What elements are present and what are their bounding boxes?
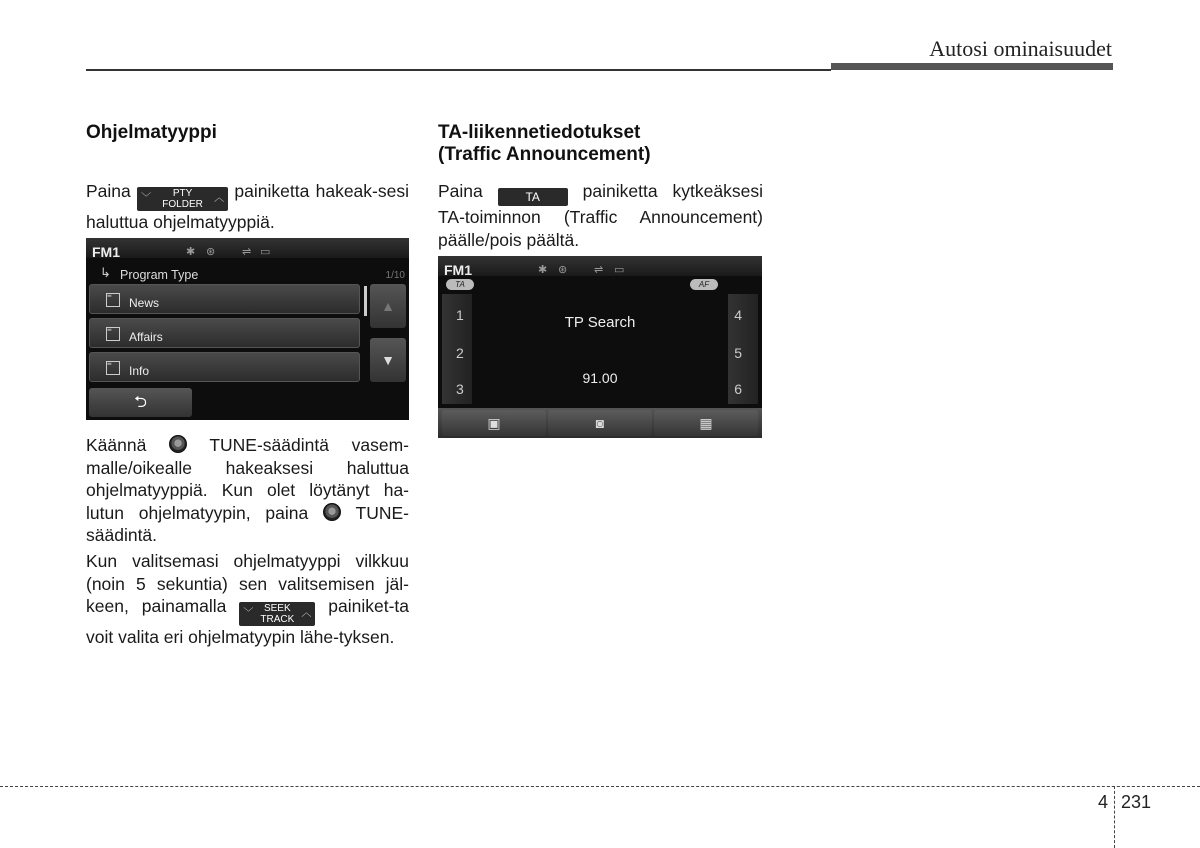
- radio-list-button[interactable]: [442, 410, 546, 436]
- preset-2[interactable]: 2: [456, 345, 464, 361]
- list-item-affairs[interactable]: [89, 318, 360, 348]
- preset-6[interactable]: 6: [734, 381, 742, 397]
- bluetooth-icon: ✱: [186, 246, 196, 258]
- list-item-label: Info: [129, 364, 150, 378]
- track-label: TRACK: [260, 614, 295, 625]
- paragraph-seek: [86, 550, 409, 649]
- heading-line-1: TA-liikennetiedotukset: [438, 122, 641, 143]
- back-button[interactable]: [89, 388, 192, 417]
- paragraph-ta: [438, 180, 763, 251]
- footer-divider: [1114, 786, 1115, 848]
- scroll-up-button[interactable]: ▲: [370, 284, 406, 328]
- paragraph-pty: [86, 180, 409, 234]
- settings-icon: ⊛: [558, 264, 568, 276]
- band-label: FM1: [444, 262, 472, 278]
- text-tune-end: TUNE-säädintä.: [86, 502, 409, 545]
- text-paina: Paina: [438, 181, 483, 201]
- radio-search-button[interactable]: [548, 410, 652, 436]
- chevron-up-icon: ︿: [214, 193, 225, 204]
- settings-icon: ⊛: [206, 246, 216, 258]
- status-bar: [438, 256, 762, 276]
- aux-icon: ▭: [614, 264, 625, 276]
- radio-list-icon: ▣: [487, 415, 501, 431]
- seek-track-button-icon: [239, 602, 315, 626]
- text-seek-end: painiket-ta voit valita eri ohjelmatyypin lähe-tyksen.: [86, 596, 409, 647]
- preset-3[interactable]: 3: [456, 381, 464, 397]
- pty-label: PTY: [172, 188, 193, 199]
- return-arrow-icon: ⮌: [134, 394, 147, 411]
- tune-knob-icon: [169, 435, 187, 453]
- text-ta-instruction: painiketta kytkeäksesi TA-toiminnon (Traffic Announcement) päälle/pois päältä.: [438, 181, 763, 250]
- text-kaanna: Käännä: [86, 435, 147, 455]
- document-icon: ≡: [106, 361, 120, 375]
- tp-search-status: TP Search: [564, 314, 636, 331]
- frequency-display: 91.00: [582, 370, 618, 386]
- scroll-down-button[interactable]: ▼: [370, 338, 406, 382]
- preset-1[interactable]: 1: [456, 307, 464, 323]
- af-indicator: AF: [690, 279, 718, 290]
- page-indicator: 1/10: [385, 270, 405, 281]
- page-number: 231: [1121, 792, 1152, 812]
- grid-menu-icon: ▦: [699, 415, 713, 431]
- tp-search-screen: [438, 256, 762, 438]
- ta-indicator: TA: [446, 279, 474, 290]
- scroll-indicator: [364, 286, 367, 316]
- header-rule-accent: [831, 63, 1113, 70]
- heading-line-2: (Traffic Announcement): [438, 144, 651, 165]
- ta-button-icon: TA: [498, 188, 568, 206]
- text-seek-instruction: Kun valitsemasi ohjelmatyyppi vilkkuu (noin 5 sekuntia) sen valitsemisen jäl-keen, painamalla: [86, 551, 409, 616]
- header-rule: [86, 69, 831, 71]
- chevron-down-icon: ﹀: [243, 608, 254, 619]
- section-heading-program-type: Ohjelmatyyppi: [86, 122, 217, 143]
- list-item-label: News: [129, 296, 160, 310]
- text-pty-instruction: painiketta hakeak-sesi haluttua ohjelmatyyppiä.: [86, 181, 409, 232]
- document-icon: ≡: [106, 293, 120, 307]
- aux-icon: ▭: [260, 246, 271, 258]
- list-item-label: Affairs: [129, 330, 163, 344]
- text-paina: Paina: [86, 181, 131, 201]
- preset-5[interactable]: 5: [734, 345, 742, 361]
- folder-label: FOLDER: [162, 199, 203, 210]
- status-bar: [86, 238, 409, 258]
- chevron-down-icon: ﹀: [141, 193, 152, 204]
- menu-button[interactable]: [654, 410, 758, 436]
- text-tune-instruction: TUNE-säädintä vasem-malle/oikealle hakeaksesi haluttua ohjelmatyyppiä. Kun olet löytänyt ha-lutun ohjelmatyypin, paina: [86, 435, 409, 523]
- chevron-up-icon: ︿: [301, 608, 312, 619]
- pty-folder-button-icon: [137, 187, 228, 211]
- document-icon: ≡: [106, 327, 120, 341]
- usb-icon: ⇌: [594, 264, 604, 276]
- footer-rule: [0, 786, 1200, 787]
- usb-icon: ⇌: [242, 246, 252, 258]
- tune-knob-icon: [323, 503, 341, 521]
- section-heading-ta: [438, 122, 651, 166]
- program-type-header: [86, 260, 409, 282]
- chapter-number: 4: [1098, 792, 1109, 812]
- back-arrow-icon: ↳: [100, 265, 111, 280]
- program-type-title: Program Type: [120, 268, 199, 282]
- paragraph-tune: [86, 434, 409, 547]
- preset-4[interactable]: 4: [734, 307, 742, 323]
- band-label: FM1: [92, 244, 120, 260]
- running-header: Autosi ominaisuudet: [929, 36, 1112, 61]
- list-item-news[interactable]: [89, 284, 360, 314]
- seek-label: SEEK: [263, 603, 291, 614]
- list-item-info[interactable]: [89, 352, 360, 382]
- radio-search-icon: ◙: [595, 415, 605, 431]
- program-type-screen: [86, 238, 409, 420]
- bluetooth-icon: ✱: [538, 264, 548, 276]
